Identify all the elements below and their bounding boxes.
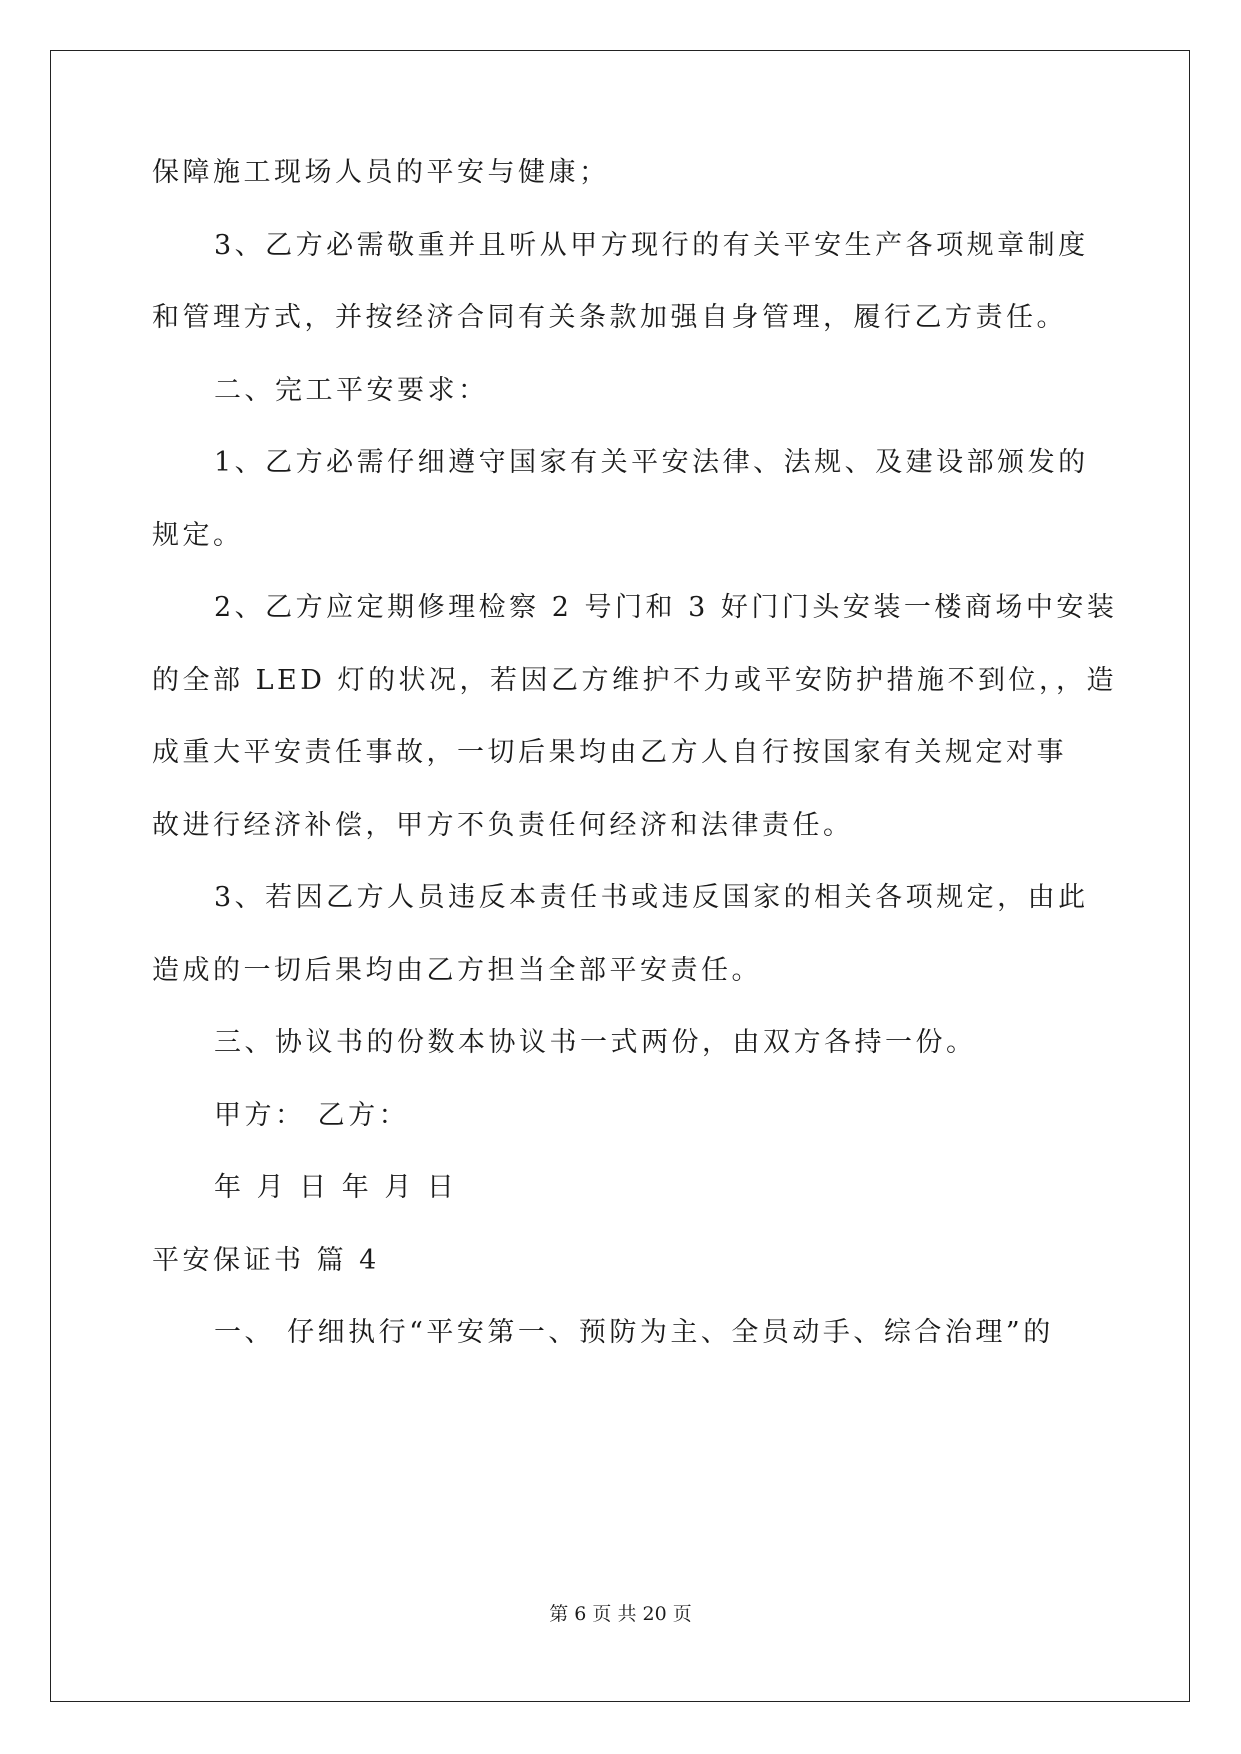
text-line: 1、乙方必需仔细遵守国家有关平安法律、法规、及建设部颁发的 xyxy=(214,447,1089,478)
section-heading: 三、协议书的份数本协议书一式两份，由双方各持一份。 xyxy=(214,1027,977,1058)
section-heading: 二、完工平安要求： xyxy=(214,375,489,406)
text-line: 3、乙方必需敬重并且听从甲方现行的有关平安生产各项规章制度 xyxy=(214,230,1089,261)
text-line: 故进行经济补偿，甲方不负责任何经济和法律责任。 xyxy=(152,810,854,841)
text-line: 和管理方式，并按经济合同有关条款加强自身管理，履行乙方责任。 xyxy=(152,302,1067,333)
page-number: 第 6 页 共 20 页 xyxy=(549,1603,692,1625)
text-line: 2、乙方应定期修理检察 2 号门和 3 好门门头安装一楼商场中安装 xyxy=(214,592,1118,623)
text-line: 规定。 xyxy=(152,520,244,551)
article-title: 平安保证书 篇 4 xyxy=(152,1245,380,1276)
signature-parties: 甲方： 乙方： xyxy=(214,1100,410,1131)
text-line: 造成的一切后果均由乙方担当全部平安责任。 xyxy=(152,955,762,986)
text-line: 成重大平安责任事故，一切后果均由乙方人自行按国家有关规定对事 xyxy=(152,737,1067,768)
page-frame xyxy=(50,50,1190,1702)
text-line: 的全部 LED 灯的状况，若因乙方维护不力或平安防护措施不到位，，造 xyxy=(152,665,1117,696)
text-line: 保障施工现场人员的平安与健康； xyxy=(152,157,610,188)
text-line: 一、 仔细执行“平安第一、预防为主、全员动手、综合治理”的 xyxy=(214,1317,1054,1348)
signature-dates: 年 月 日 年 月 日 xyxy=(214,1172,458,1203)
text-line: 3、若因乙方人员违反本责任书或违反国家的相关各项规定，由此 xyxy=(214,882,1089,913)
